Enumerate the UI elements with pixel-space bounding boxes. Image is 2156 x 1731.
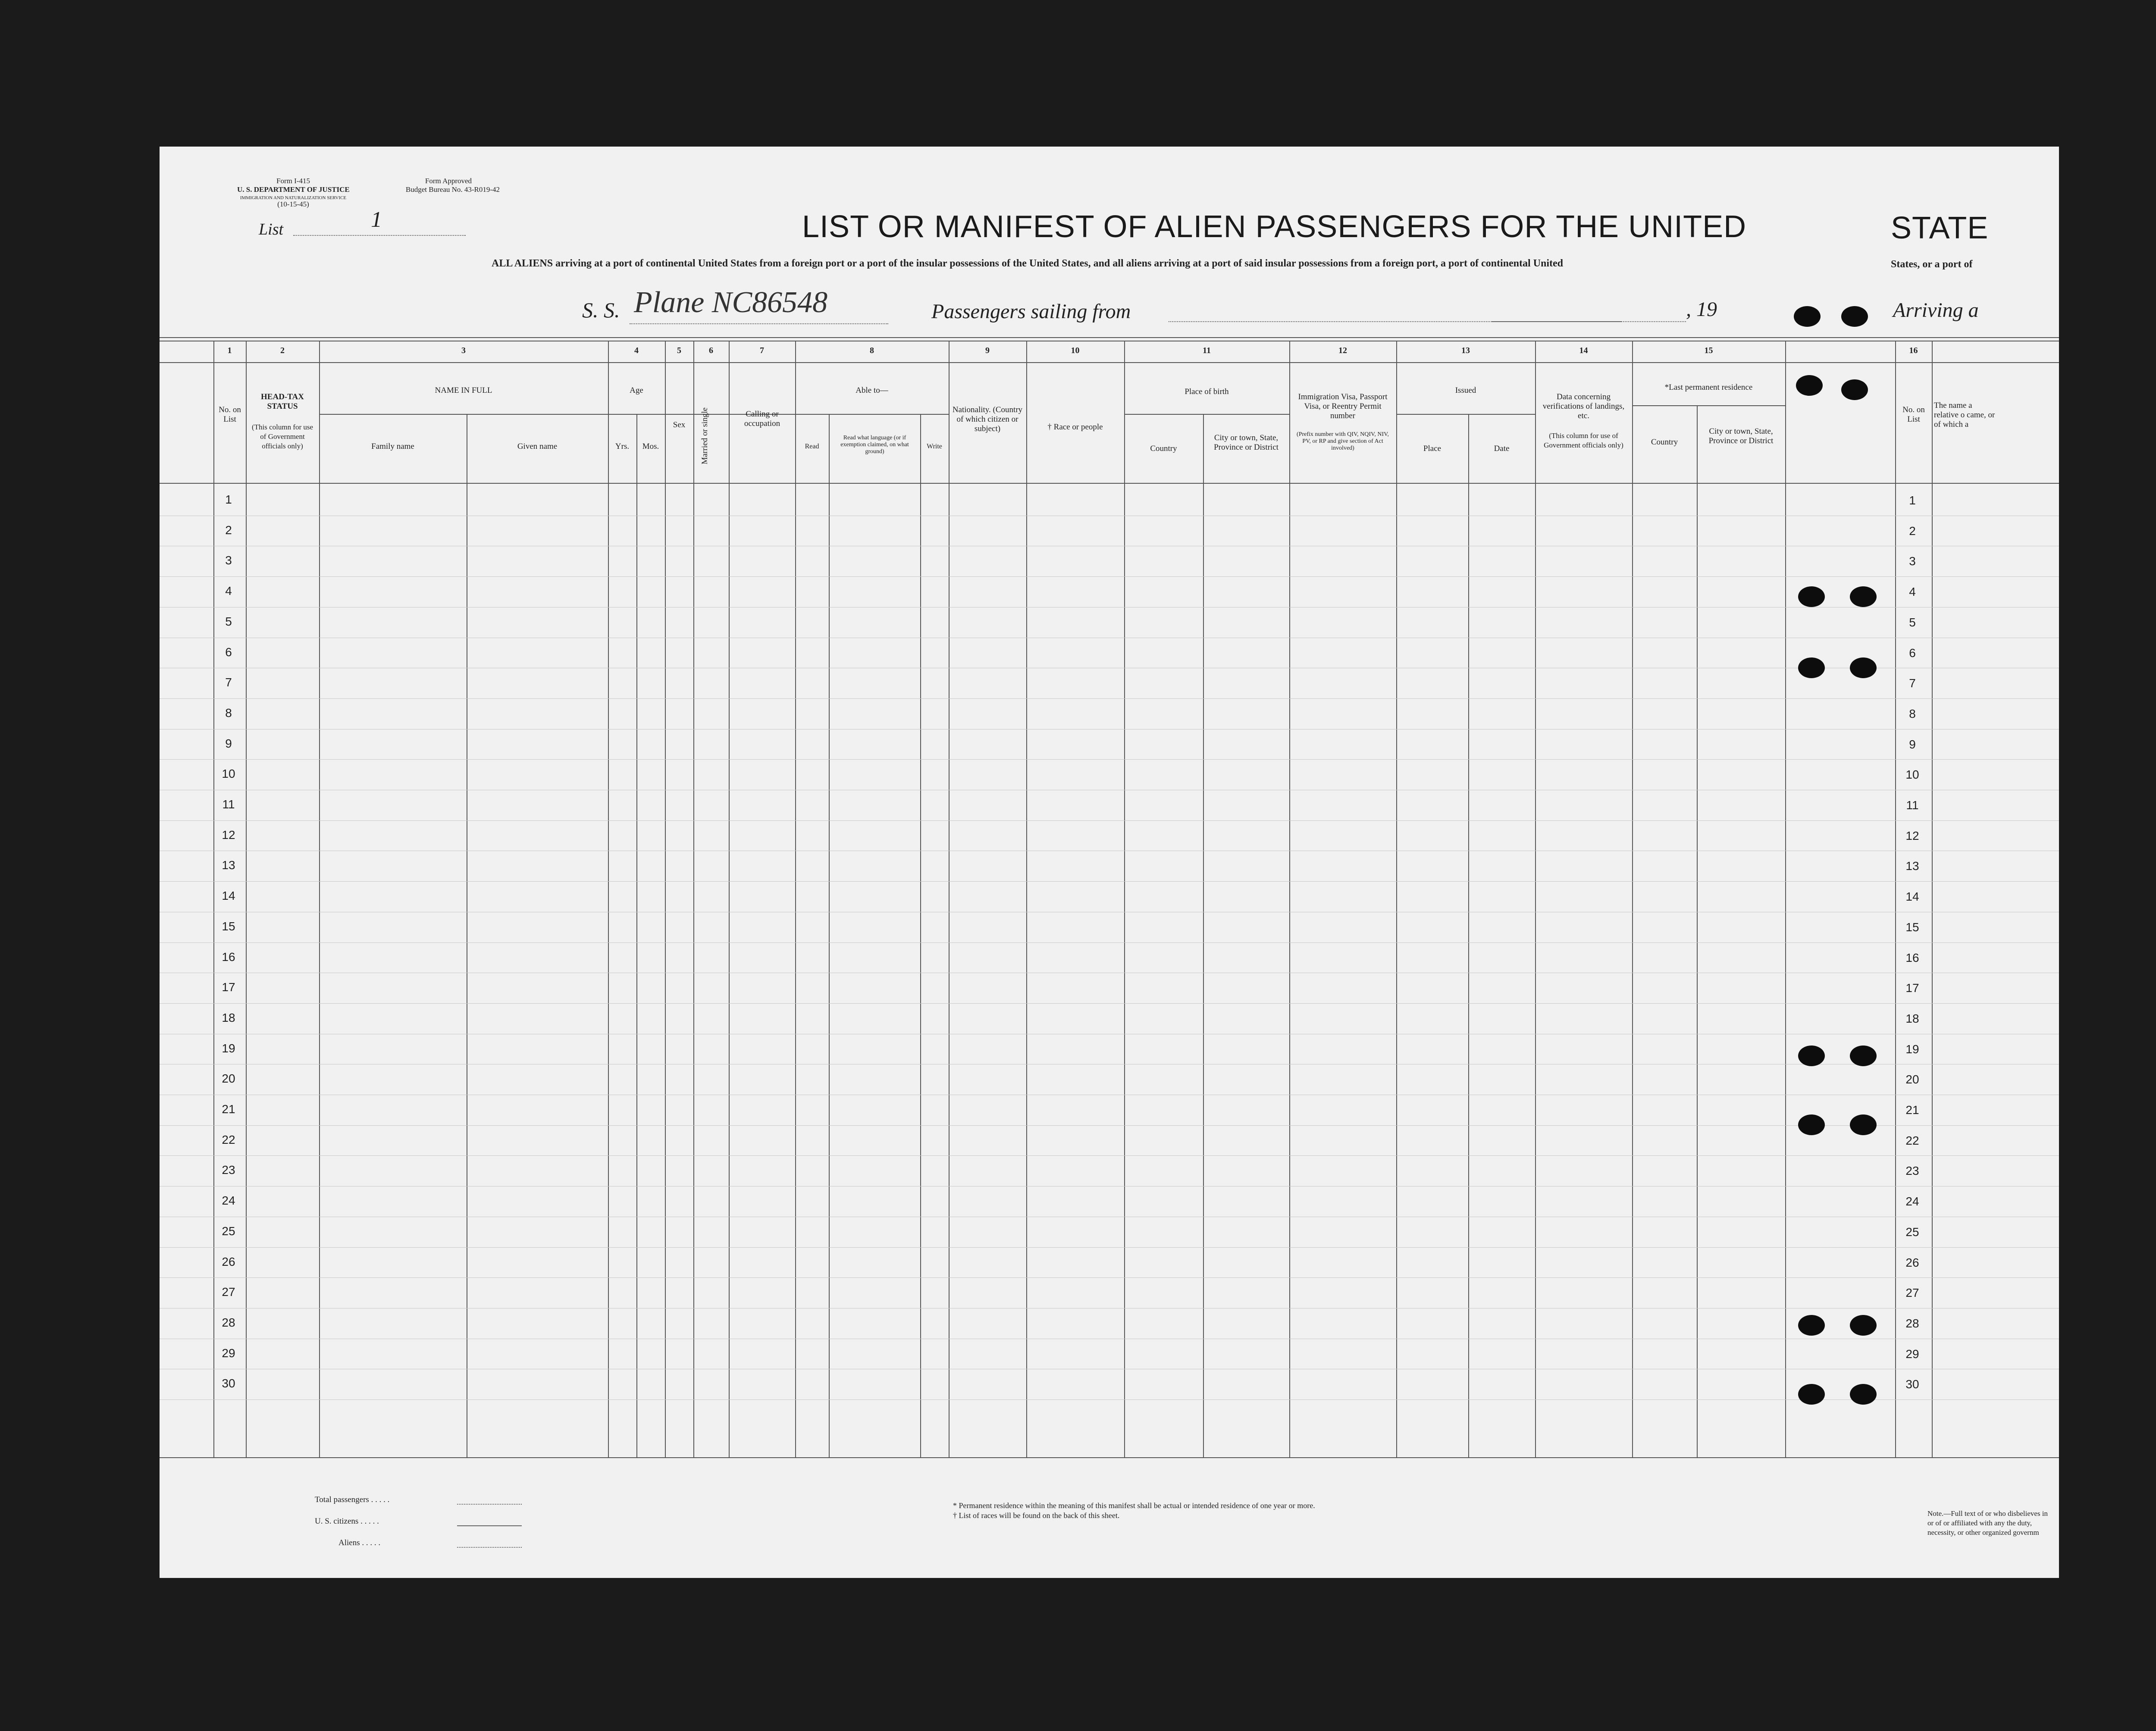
row-rule (160, 698, 2059, 699)
header-nationality: Nationality. (Country of which citizen or subject) (952, 405, 1023, 433)
total-passengers-field[interactable] (457, 1504, 522, 1505)
row-number: 22 (222, 1133, 235, 1146)
punch-hole (1850, 1045, 1877, 1066)
manifest-title-continued: STATE (1891, 211, 1989, 245)
total-passengers-label: Total passengers . . . . . (315, 1495, 390, 1504)
table-bottom-rule (160, 1457, 2059, 1458)
row-number: 25 (222, 1224, 235, 1238)
arriving-label: Arriving a (1893, 299, 1979, 322)
row-number: 26 (222, 1255, 235, 1268)
punch-hole (1841, 379, 1868, 400)
row-number-right: 17 (1905, 981, 1919, 995)
list-value: 1 (371, 207, 382, 232)
ss-vessel-name: Plane NC86548 (634, 286, 828, 319)
col-num: 12 (1338, 346, 1347, 355)
row-rule (160, 1155, 2059, 1156)
row-number: 18 (222, 1011, 235, 1024)
list-label: List (259, 220, 284, 238)
col-num: 7 (760, 346, 764, 355)
header-issued-date: Date (1494, 444, 1510, 453)
header-no-on-list-2: No. on List (1902, 405, 1925, 424)
header-head-tax-note: (This column for use of Government officials only) (251, 423, 313, 450)
row-number: 7 (225, 676, 232, 689)
row-number: 16 (222, 950, 235, 964)
punch-hole (1798, 586, 1825, 607)
header-read: Read (805, 443, 819, 450)
subheader-rule (1396, 414, 1535, 415)
header-race: † Race or people (1047, 423, 1103, 432)
col-line (920, 414, 921, 1457)
header-issued: Issued (1455, 386, 1476, 395)
header-place-of-birth: Place of birth (1185, 387, 1229, 396)
row-number: 10 (222, 767, 235, 780)
punch-hole (1798, 657, 1825, 678)
row-number-right: 23 (1905, 1164, 1919, 1177)
header-no-on-list: No. on List (219, 405, 241, 424)
col-line (1468, 414, 1469, 1457)
row-number-right: 27 (1905, 1286, 1919, 1299)
col-num: 3 (461, 346, 466, 355)
header-lr-city: City or town, State, Province or District (1708, 427, 1774, 445)
col-num: 9 (985, 346, 990, 355)
header-age: Age (630, 386, 643, 395)
header-data-concerning: Data concerning verifications of landings, etc. (1542, 392, 1625, 420)
punch-hole (1798, 1045, 1825, 1066)
col-num: 14 (1579, 346, 1588, 355)
row-number-right: 7 (1909, 676, 1916, 690)
row-number: 4 (225, 584, 232, 598)
punch-hole (1850, 1114, 1877, 1135)
header-write: Write (927, 443, 942, 450)
header-read-language: Read what language (or if exemption claimed, on what ground) (840, 435, 909, 455)
form-date-code: (10-15-45) (277, 200, 309, 208)
row-rule (160, 1247, 2059, 1248)
col-line (665, 341, 666, 1457)
footnote-races: † List of races will be found on the back of this sheet. (953, 1511, 1120, 1520)
header-last-residence: *Last permanent residence (1664, 383, 1753, 392)
header-name-in-full: NAME IN FULL (435, 386, 492, 395)
row-number: 23 (222, 1163, 235, 1177)
row-number-right: 24 (1905, 1195, 1919, 1208)
subheader-rule (1632, 405, 1785, 406)
row-number: 30 (222, 1377, 235, 1390)
row-number: 3 (225, 554, 232, 567)
row-rule (160, 820, 2059, 821)
punch-hole (1798, 1384, 1825, 1405)
column-number-rule (160, 362, 2059, 363)
us-citizens-label: U. S. citizens . . . . . (315, 1517, 379, 1526)
header-age-yrs: Yrs. (615, 442, 630, 451)
form-number: Form I-415 (276, 177, 310, 185)
date-field[interactable] (1492, 321, 1686, 322)
sailing-label: Passengers sailing from (931, 300, 1131, 323)
header-age-mos: Mos. (642, 442, 659, 451)
header-given-name: Given name (517, 442, 558, 451)
col-line (1124, 341, 1125, 1457)
col-num: 5 (677, 346, 681, 355)
row-rule (160, 942, 2059, 943)
row-number: 13 (222, 858, 235, 872)
col-line (729, 341, 730, 1457)
header-family-name: Family name (371, 442, 414, 451)
header-married: Married or single (700, 407, 709, 464)
row-number-right: 13 (1905, 859, 1919, 873)
footnote-permanent-residence: * Permanent residence within the meaning of this manifest shall be actual or intended residence of one year or more. (953, 1501, 1315, 1510)
row-number: 9 (225, 737, 232, 750)
col-line (319, 341, 320, 1457)
aliens-label: Aliens . . . . . (338, 1538, 381, 1547)
row-number-right: 30 (1905, 1377, 1919, 1391)
subheader-rule (319, 414, 796, 415)
col-line (1785, 341, 1786, 1457)
punch-hole (1796, 375, 1823, 396)
header-visa-note: (Prefix number with QIV, NQIV, NIV, PV, or RP and give section of Act involved) (1297, 431, 1389, 451)
row-number-right: 2 (1909, 524, 1916, 538)
row-number: 24 (222, 1194, 235, 1207)
col-line (636, 414, 637, 1457)
col-line (1396, 341, 1397, 1457)
row-number: 11 (222, 798, 235, 811)
header-head-tax: HEAD-TAX STATUS (261, 392, 304, 411)
row-number-right: 29 (1905, 1347, 1919, 1361)
row-number-right: 4 (1909, 585, 1916, 598)
header-birth-country: Country (1150, 444, 1177, 453)
table-top-rule (160, 337, 2059, 338)
row-number: 14 (222, 889, 235, 902)
col-num: 1 (227, 346, 232, 355)
budget-bureau-number: Budget Bureau No. 43-R019-42 (405, 185, 500, 194)
row-number: 27 (222, 1285, 235, 1299)
row-number-right: 15 (1905, 920, 1919, 934)
punch-hole (1841, 306, 1868, 327)
col-line (1026, 341, 1027, 1457)
header-bottom-rule (160, 483, 2059, 484)
row-number: 21 (222, 1102, 235, 1116)
row-number: 15 (222, 920, 235, 933)
header-calling: Calling or occupation (744, 410, 780, 428)
col-num: 11 (1203, 346, 1211, 355)
col-line (1203, 414, 1204, 1457)
subheader-rule (1124, 414, 1289, 415)
year-label: , 19 (1686, 298, 1717, 321)
row-number: 29 (222, 1346, 235, 1360)
row-number-right: 25 (1905, 1225, 1919, 1239)
row-rule (160, 1125, 2059, 1126)
row-number-right: 20 (1905, 1073, 1919, 1086)
row-rule (160, 881, 2059, 882)
us-citizens-field[interactable] (457, 1525, 522, 1526)
col-line (608, 341, 609, 1457)
manifest-subtitle: ALL ALIENS arriving at a port of continental United States from a foreign port or a port of the insular possessions of the United States, and all aliens arriving at a port of said insular possessions from a foreign port, a port of continental United (492, 258, 1563, 269)
col-line (829, 414, 830, 1457)
list-field[interactable] (293, 235, 466, 236)
header-lr-country: Country (1651, 438, 1678, 447)
col-num: 10 (1071, 346, 1080, 355)
row-number: 8 (225, 706, 232, 720)
row-number: 2 (225, 523, 232, 537)
row-rule (160, 1277, 2059, 1278)
form-approved: Form Approved (425, 177, 472, 185)
header-data-note: (This column for use of Government officials only) (1544, 432, 1623, 449)
header-issued-place: Place (1423, 444, 1442, 453)
row-number: 12 (222, 828, 235, 842)
col-line (1697, 405, 1698, 1457)
col-line (1895, 341, 1896, 1457)
punch-hole (1850, 1384, 1877, 1405)
row-number-right: 19 (1905, 1042, 1919, 1056)
row-rule (160, 576, 2059, 577)
punch-hole (1850, 657, 1877, 678)
manifest-subtitle-continued: States, or a port of (1891, 259, 1973, 270)
subheader-rule (795, 414, 949, 415)
row-number-right: 14 (1905, 890, 1919, 903)
manifest-title: LIST OR MANIFEST OF ALIEN PASSENGERS FOR THE UNITED (802, 210, 1747, 244)
punch-hole (1850, 1315, 1877, 1336)
header-visa: Immigration Visa, Passport Visa, or Reentry Permit number (1298, 392, 1388, 420)
aliens-field[interactable] (457, 1547, 522, 1548)
col-line (1632, 341, 1633, 1457)
punch-hole (1798, 1315, 1825, 1336)
row-number: 19 (222, 1042, 235, 1055)
punch-hole (1794, 306, 1821, 327)
col-line (795, 341, 796, 1457)
department-name: U. S. DEPARTMENT OF JUSTICE (237, 185, 350, 194)
row-number: 1 (225, 493, 232, 506)
header-able-to: Able to— (856, 386, 888, 395)
row-rule (160, 1399, 2059, 1400)
row-rule (160, 1003, 2059, 1004)
row-number: 28 (222, 1316, 235, 1329)
col-num: 8 (870, 346, 874, 355)
service-name: IMMIGRATION AND NATURALIZATION SERVICE (240, 195, 347, 200)
col-line (1932, 341, 1933, 1457)
col-num: 2 (280, 346, 285, 355)
col-num: 4 (634, 346, 639, 355)
header-birth-city: City or town, State, Province or District (1214, 433, 1279, 452)
col-num: 16 (1909, 346, 1918, 355)
row-number-right: 5 (1909, 616, 1916, 629)
footnote-note: Note.—Full text of or who disbelieves in or of or affiliated with any the duty, necessity, or other organized governm (1927, 1509, 2048, 1537)
row-number: 5 (225, 615, 232, 628)
col-line (246, 341, 247, 1457)
col-line (1535, 341, 1536, 1457)
row-number-right: 26 (1905, 1256, 1919, 1269)
col-num: 13 (1461, 346, 1470, 355)
header-col16: The name a relative o came, or of which a (1934, 401, 1995, 429)
row-number-right: 16 (1905, 951, 1919, 964)
row-number: 20 (222, 1072, 235, 1085)
row-number-right: 6 (1909, 646, 1916, 660)
row-number-right: 10 (1905, 768, 1919, 781)
row-number: 17 (222, 980, 235, 994)
punch-hole (1798, 1114, 1825, 1135)
col-line (1289, 341, 1290, 1457)
col-num: 15 (1704, 346, 1713, 355)
col-line (949, 341, 950, 1457)
row-rule (160, 759, 2059, 760)
row-number-right: 18 (1905, 1012, 1919, 1025)
row-number-right: 21 (1905, 1103, 1919, 1117)
row-number-right: 8 (1909, 707, 1916, 720)
ss-label: S. S. (582, 298, 620, 322)
punch-hole (1850, 586, 1877, 607)
row-number-right: 28 (1905, 1317, 1919, 1330)
row-number-right: 11 (1906, 798, 1919, 812)
row-number: 6 (225, 645, 232, 659)
col-line (693, 341, 694, 1457)
row-number-right: 22 (1905, 1134, 1919, 1147)
row-number-right: 1 (1909, 494, 1916, 507)
header-sex: Sex (673, 420, 686, 429)
col-num: 6 (709, 346, 713, 355)
ss-field[interactable] (630, 323, 888, 324)
row-number-right: 12 (1905, 829, 1919, 842)
row-number-right: 3 (1909, 554, 1916, 568)
row-number-right: 9 (1909, 738, 1916, 751)
col-line (213, 341, 214, 1457)
manifest-sheet (160, 147, 2059, 1578)
